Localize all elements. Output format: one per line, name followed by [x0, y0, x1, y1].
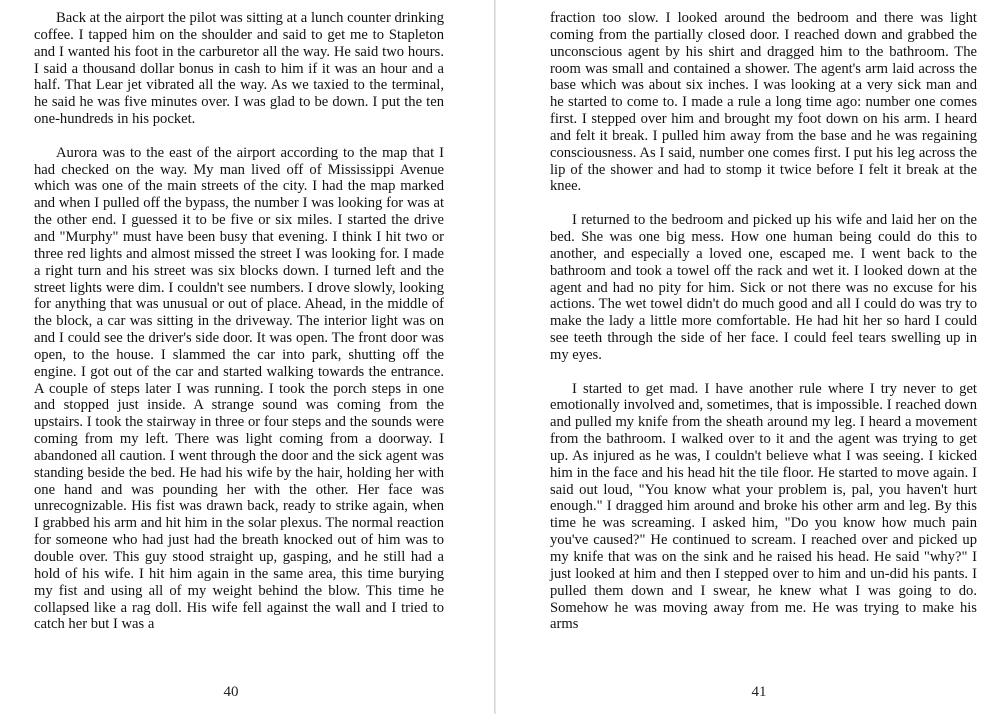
page-number: 40: [223, 684, 239, 700]
page-number: 41: [751, 684, 767, 700]
left-page: [0, 0, 495, 714]
right-page-text: [550, 10, 977, 633]
right-page: [497, 0, 992, 714]
page-gutter: [494, 0, 496, 714]
left-page-text: [34, 10, 444, 633]
paragraph: Aurora was to the east of the airport according to the map that I had checked on the way. My man lived off of Mississippi Avenue which was one of the main streets of the city. I had the map marked and when I pulled off the bypass, the number I was looking for was at the other end. I guessed it to be five or six miles. I started the drive and "Murphy" must have been busy that evening. I think I hit two or three red lights and almost missed the street I was looking for. I made a right turn and his street was six blocks down. I turned left and the street lights were dim. I couldn't see numbers. I drove slowly, looking for anything that was unusual or out of place. Ahead, in the middle of the block, a car was sitting in the driveway. The interior light was on and I could see the driver's side door. It was open. The front door was open, to the house. I slammed the car into park, shutting off the engine. I got out of the car and started walking towards the entrance. A couple of steps later I was running. I took the porch steps in one and stopped just inside. A strange sound was coming from the upstairs. I took the stairway in three or four steps and the sounds were coming from my left. There was light coming from a doorway. I abandoned all caution. I went through the door and the sick agent was standing beside the bed. He had his wife by the hair, holding her with one hand and was pounding her with the other. Her face was unrecognizable. His fist was drawn back, ready to strike again, when I grabbed his arm and hit him in the solar plexus. The normal reaction for someone who had just had the breath knocked out of him was to double over. This guy stood straight up, gasping, and he still had a hold of his wife. I hit him again in the same area, this time burying my fist and using all of my weight behind the blow. This time he collapsed like a rag doll. His wife fell against the wall and I tried to catch her but I was a: [34, 144, 444, 633]
paragraph: Back at the airport the pilot was sitting at a lunch counter drinking coffee. I tapped him on the shoulder and said to get me to Stapleton and I wanted his foot in the carburetor all the way. He said two hours. I said a thousand dollar bonus in cash to him if it was an hour and a half. That Lear jet vibrated all the way. As we taxied to the terminal, he said he was five minutes over. I was glad to be down. I put the ten one-hundreds in his pocket.: [34, 10, 444, 128]
paragraph: I returned to the bedroom and picked up his wife and laid her on the bed. She was one big mess. How one human being could do this to another, and especially a loved one, escaped me. I went back to the bathroom and took a towel off the rack and wet it. I looked down at the agent and had no pity for him. Sick or not there was no excuse for his actions. The wet towel didn't do much good and all I could do was try to make the lady a little more comfortable. He had hit her so hard I could see teeth through the side of her face. I could feel tears swelling up in my eyes.: [550, 212, 977, 363]
paragraph: I started to get mad. I have another rule where I try never to get emotionally involved and, sometimes, that is impossible. I reached down and pulled my knife from the sheath around my leg. I heard a movement from the bathroom. I walked over to it and the agent was trying to get up. As injured as he was, I couldn't believe what I was seeing. I kicked him in the face and his head hit the tile floor. He started to move again. I said out loud, "You know what your problem is, pal, you haven't hurt enough." I dragged him around and broke his other arm and leg. By this time he was screaming. I asked him, "Do you know how much pain you've caused?" He continued to scream. I reached over and picked up my knife that was on the sink and he raised his head. He said "why?" I just looked at him and then I stepped over to him and un-did his pants. I pulled them down and I swear, he knew what I was going to do. Somehow he was moving away from me. He was trying to make his arms: [550, 380, 977, 633]
paragraph: fraction too slow. I looked around the bedroom and there was light coming from the partially closed door. I reached down and grabbed the unconscious agent by his shirt and dragged him to the bathroom. The room was small and contained a shower. The agent's arm laid across the base which was about six inches. I was looking at a very sick man and he started to come to. I made a rule a long time ago: number one comes first. I stepped over him and brought my foot down on his arm. I heard and felt it break. I pulled him away from the base and he was regaining consciousness. As I said, number one comes first. I put his leg across the lip of the shower and had to stomp it twice before I felt it break at the knee.: [550, 10, 977, 195]
